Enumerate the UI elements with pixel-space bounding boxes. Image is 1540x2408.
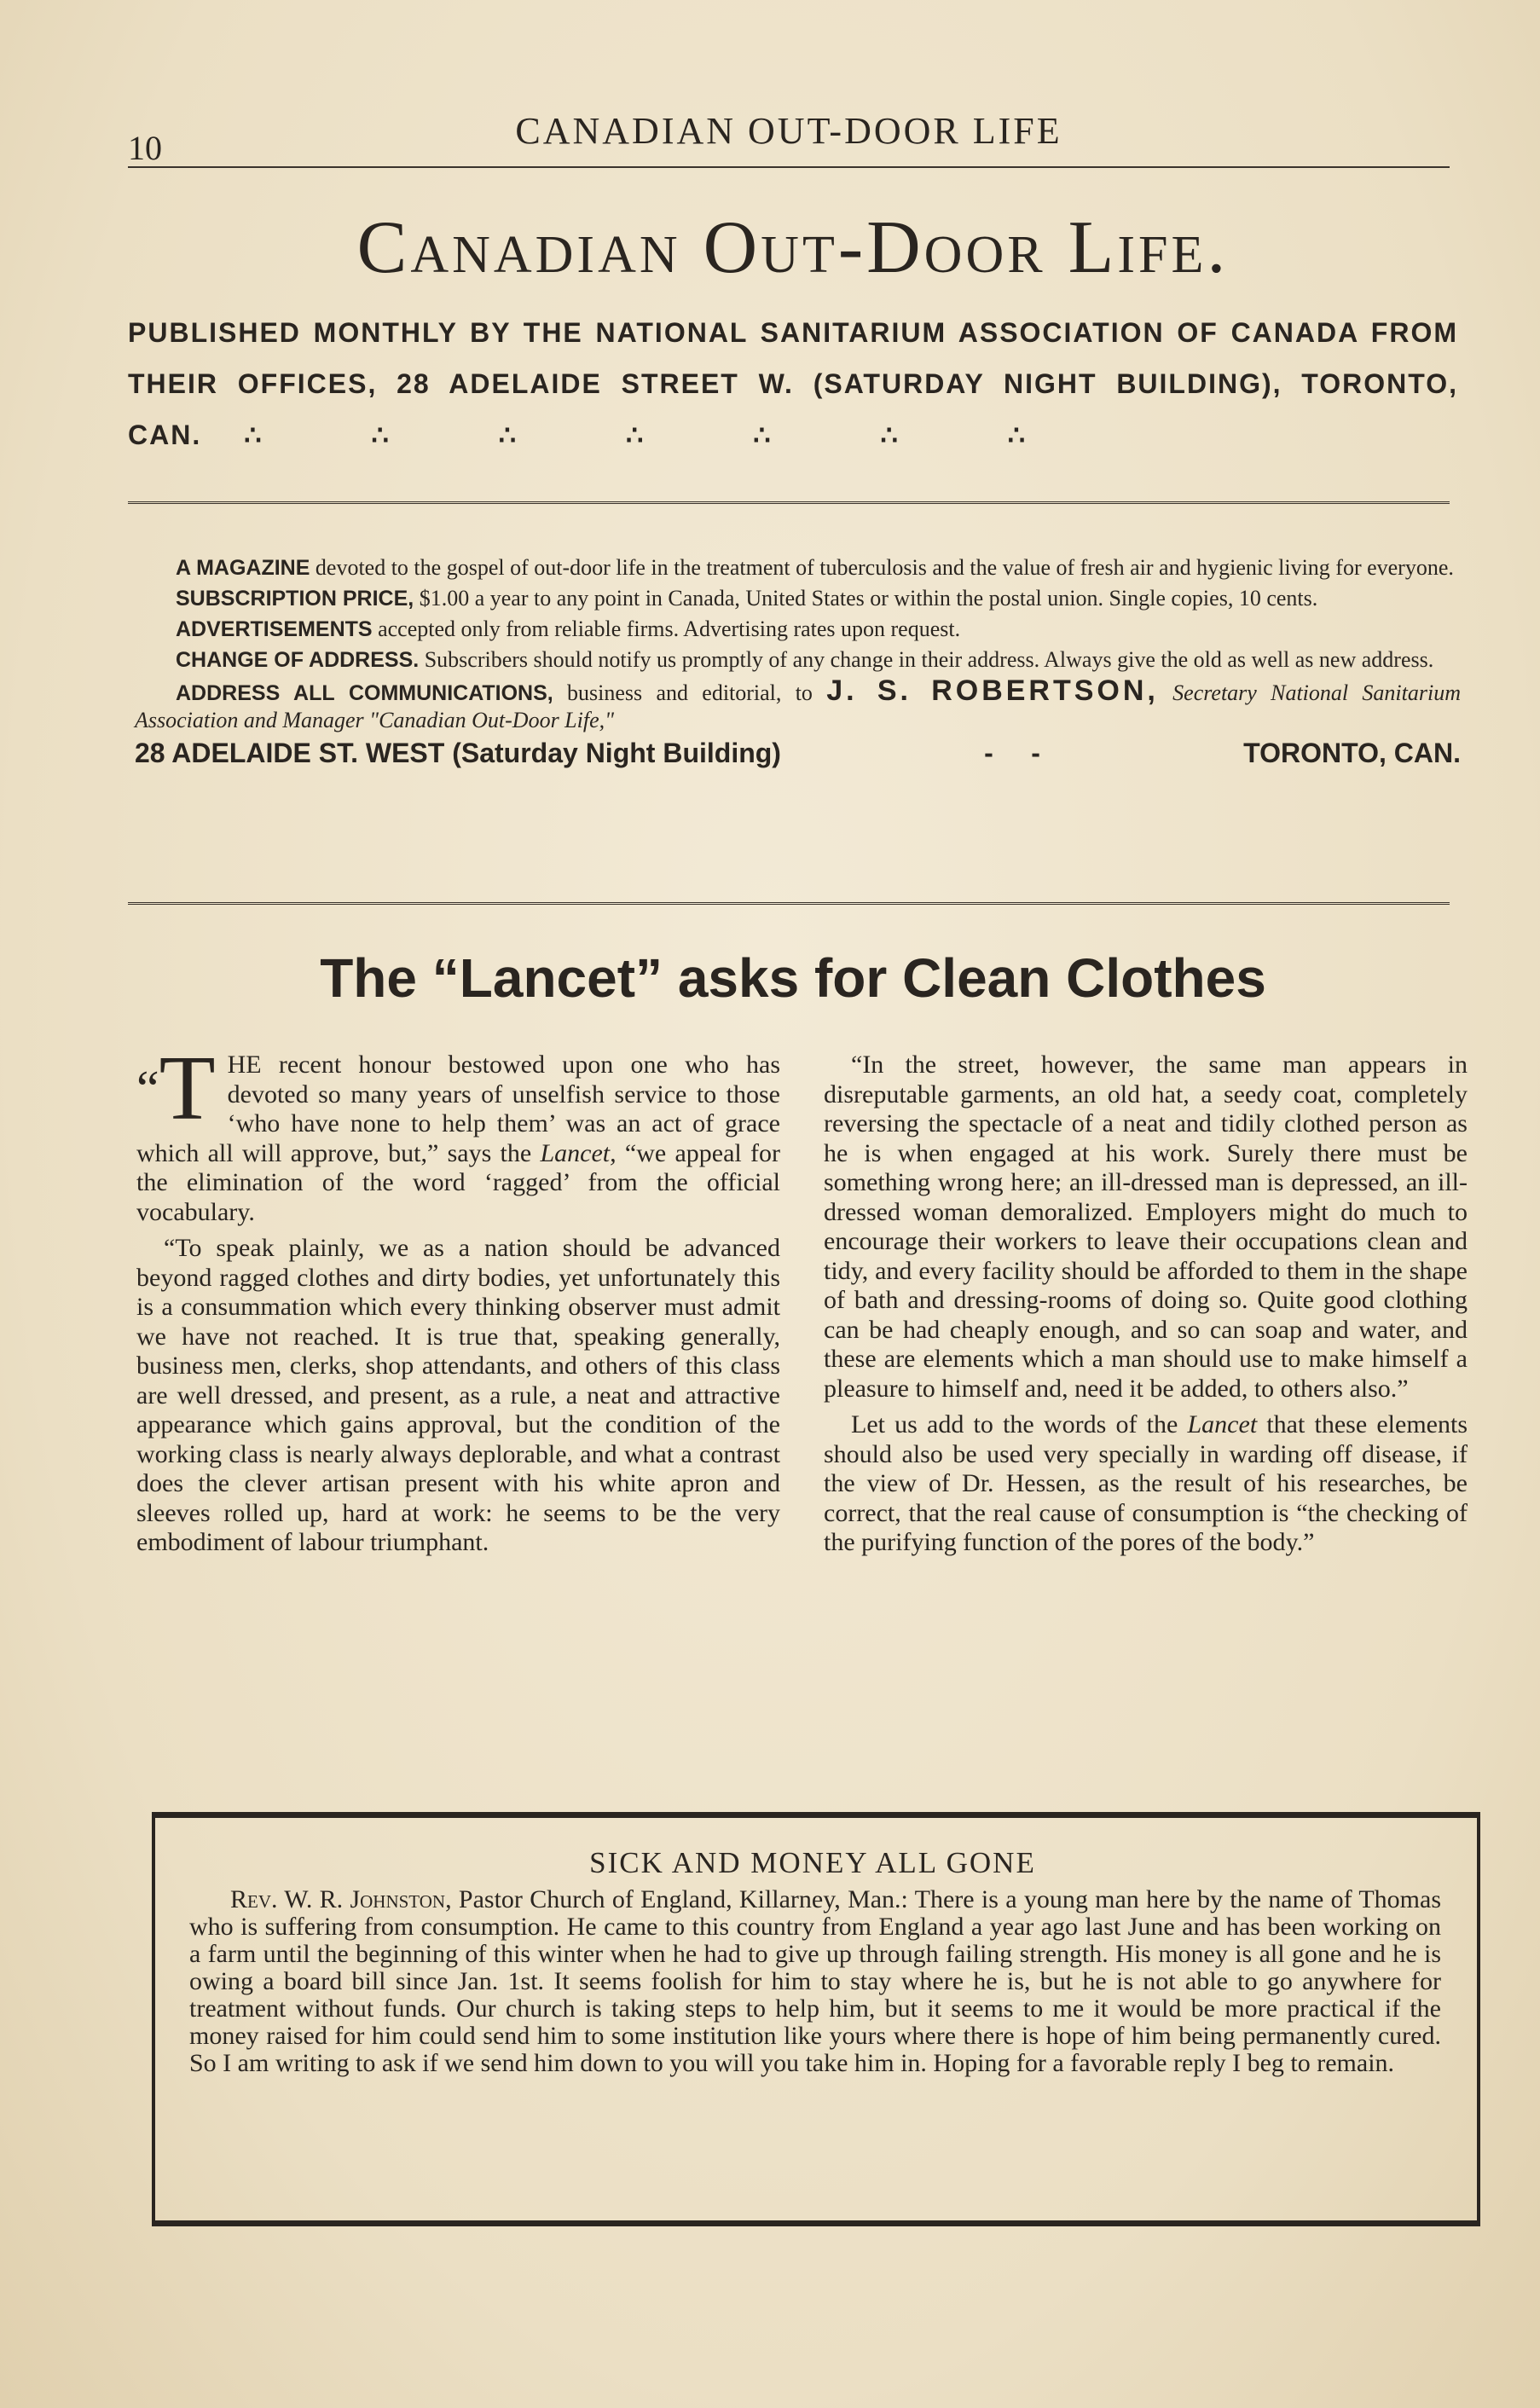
address-label: ADDRESS ALL COMMUNICATIONS,: [176, 681, 553, 705]
street-text: 28 ADELAIDE ST. WEST (Saturday Night Building): [135, 738, 781, 768]
masthead-rule: [128, 501, 1450, 504]
article-paragraph: “To speak plainly, we as a nation should be advanced beyond ragged clothes and dirty bodies, yet unfortunately this is a consummation which every thinking observer must admit we have not reached. It is true that, speaking generally, business men, clerks, shop attendants, and others of this class are well dressed, and present, as a rule, a neat and attractive appearance which gains approval, but the condition of the working class is nearly always deplorable, and what a contrast does the clever artisan present with his white apron and sleeves rolled up, hard at work: he seems to be the very embodiment of labour triumphant.: [136, 1234, 780, 1556]
info-magazine: [135, 554, 1461, 582]
magazine-label: A MAGAZINE: [176, 556, 310, 580]
running-title: CANADIAN OUT-DOOR LIFE: [515, 110, 1062, 152]
ads-text: accepted only from reliable firms. Advertising rates upon request.: [378, 616, 961, 641]
ornament-dots: ∴ ∴ ∴ ∴ ∴ ∴ ∴: [244, 420, 1077, 450]
masthead-title: Canadian Out-Door Life.: [356, 206, 1230, 289]
publisher-statement: [128, 307, 1458, 460]
change-label: CHANGE OF ADDRESS.: [176, 648, 420, 672]
address-text: business and editorial, to: [567, 680, 813, 705]
address-name: J. S. ROBERTSON,: [826, 674, 1159, 707]
info-advertisements: [135, 616, 1461, 643]
lancet-italic: Lancet,: [540, 1138, 617, 1167]
letter-author: Rev. W. R. Johnston,: [230, 1885, 452, 1913]
subscription-label: SUBSCRIPTION PRICE,: [176, 587, 414, 611]
ads-label: ADVERTISEMENTS: [176, 617, 373, 641]
city-text: TORONTO, CAN.: [1243, 738, 1461, 768]
change-text: Subscribers should notify us promptly of any change in their address. Always give the old as well as new address.: [424, 647, 1434, 672]
info-rule: [128, 902, 1450, 905]
letter-body: [189, 1886, 1441, 2077]
article-column-right: [824, 1051, 1468, 1565]
street-address: [135, 739, 1461, 767]
magazine-text: devoted to the gospel of out-door life in the treatment of tuberculosis and the value of fresh air and hygienic living for everyone.: [315, 555, 1454, 580]
info-subscription: [135, 585, 1461, 612]
page-number: 10: [128, 129, 162, 167]
letter-title: SICK AND MONEY ALL GONE: [589, 1846, 1036, 1879]
subscription-text: $1.00 a year to any point in Canada, United States or within the postal union. Single copies, 10 cents.: [419, 586, 1318, 611]
info-address: [135, 674, 1461, 734]
letter-text: Pastor Church of England, Killarney, Man.: There is a young man here by the name of Thomas who is suffering from consumption. He came to this country from England a year ago last June and has been working on a farm until the beginning of this winter when he had to give up through failing strength. His money is all gone and he is owing a board bill since Jan. 1st. It seems foolish for him to stay where he is, but he is not able to go anywhere for treatment without funds. Our church is taking steps to help him, but it seems to me it would be more practical if the money raised for him could send him to some institution like yours where there is hope of him being permanently cured. So I am writing to ask if we send him down to you will you take him in. Hoping for a favorable reply I beg to remain.: [189, 1885, 1441, 2077]
article-paragraph: “T HE recent honour bestowed upon one who has devoted so many years of unselfish service to those ‘who have none to help them’ was an act of grace which all will approve, but,” says the Lancet, “we appeal for the elimination of the word ‘ragged’ from the official vocabulary.: [136, 1038, 780, 1226]
address-role: Secretary National Sanitarium Association and Manager "Canadian Out-Door Life,": [135, 680, 1461, 732]
article-column-left: [136, 1038, 780, 1565]
article-title: The “Lancet” asks for Clean Clothes: [320, 947, 1266, 1009]
drop-cap: “T: [136, 1038, 216, 1139]
article-paragraph: “In the street, however, the same man appears in disreputable garments, an old hat, a seedy coat, completely reversing the spectacle of a neat and tidily clothed person as he is when engaged at his work. Surely there must be something wrong here; an ill-dressed man is depressed, an ill-dressed woman demoralized. Employers might do much to encourage their workers to leave their occupations clean and tidy, and every facility should be afforded to them in the shape of bath and dressing-rooms of doing so. Quite good clothing can be had cheaply enough, and so can soap and water, and these are elements which a man should use to make himself a pleasure to himself and, need it be added, to others also.”: [824, 1051, 1468, 1403]
article-paragraph: Let us add to the words of the Lancet that these elements should also be used very specially in warding off disease, if the view of Dr. Hessen, as the result of his researches, be correct, that the real cause of consumption is “the checking of the purifying function of the pores of the body.”: [824, 1410, 1468, 1556]
address-dashes: - -: [984, 738, 1040, 768]
lancet-italic: Lancet: [1187, 1410, 1258, 1438]
running-header: [128, 109, 1450, 167]
subscription-info: [135, 554, 1461, 767]
info-change-address: [135, 646, 1461, 674]
publisher-text: PUBLISHED MONTHLY BY THE NATIONAL SANITARIUM ASSOCIATION OF CANADA FROM THEIR OFFICES, 28 ADELAIDE STREET W. (SATURDAY NIGHT BUILDING), TORONTO, CAN.: [128, 317, 1458, 450]
header-rule: [128, 166, 1450, 168]
